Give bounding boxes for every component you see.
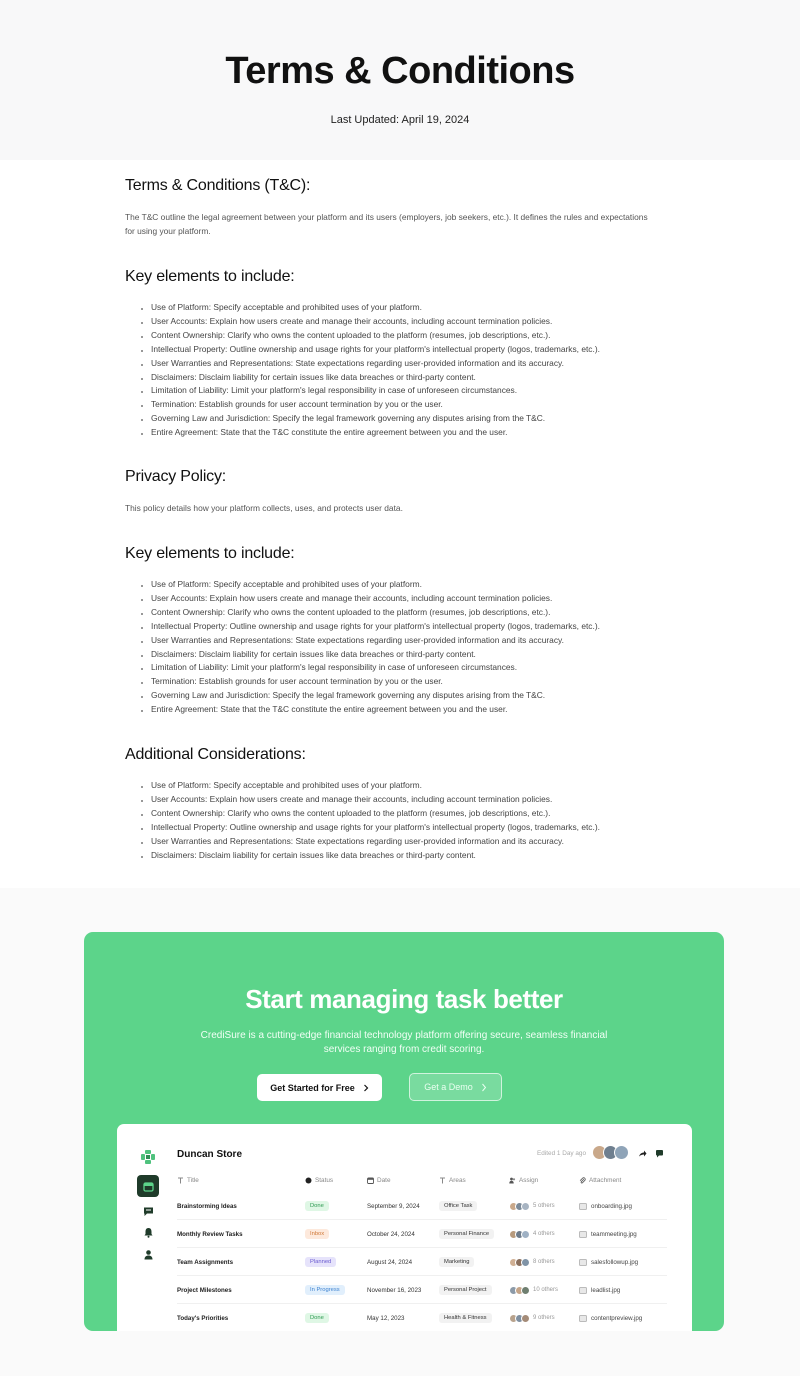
attachment-name: salesfollowup.jpg	[591, 1258, 639, 1266]
key-element-item: • Disclaimers: Disclaim liability for certain issues like data breaches or third-party content.	[151, 371, 600, 385]
image-file-icon	[579, 1259, 587, 1266]
cta-card	[84, 932, 724, 1331]
task-title: Today's Priorities	[177, 1314, 229, 1322]
area-tag[interactable]: Personal Finance	[439, 1229, 494, 1239]
store-name: Duncan Store	[177, 1149, 243, 1160]
task-title: Brainstorming Ideas	[177, 1202, 237, 1210]
key-element-item: • Intellectual Property: Outline ownership and usage rights for your platform's intellectual property (logos, trademarks, etc.).	[151, 620, 600, 634]
avatar	[521, 1258, 530, 1267]
column-title-label: Title	[187, 1177, 199, 1184]
attachment-name: leadlist.jpg	[591, 1286, 621, 1294]
avatar	[521, 1202, 530, 1211]
assign-others: 5 others	[533, 1203, 555, 1209]
attachment-cell[interactable]	[579, 1276, 620, 1304]
table-header	[177, 1177, 667, 1191]
calendar-icon	[367, 1177, 374, 1184]
consideration-item: • User Accounts: Explain how users create and manage their accounts, including account termination policies.	[151, 793, 600, 807]
key-element-item: • User Accounts: Explain how users create and manage their accounts, including account termination policies.	[151, 315, 600, 329]
page-title: Terms & Conditions	[225, 50, 575, 92]
task-title: Team Assignments	[177, 1258, 234, 1266]
user-icon[interactable]	[137, 1243, 159, 1265]
key-element-item: • Termination: Establish grounds for user account termination by you or the user.	[151, 675, 600, 689]
key-element-item: • User Accounts: Explain how users create and manage their accounts, including account termination policies.	[151, 592, 600, 606]
privacy-paragraph: This policy details how your platform collects, uses, and protects user data.	[125, 503, 403, 513]
assign-cell[interactable]	[509, 1192, 555, 1220]
status-icon	[305, 1177, 312, 1184]
area-tag[interactable]: Health & Fitness	[439, 1313, 492, 1323]
users-icon	[509, 1177, 516, 1184]
column-date[interactable]	[367, 1177, 391, 1184]
assign-cell[interactable]	[509, 1248, 555, 1276]
attachment-cell[interactable]	[579, 1248, 638, 1276]
image-file-icon	[579, 1203, 587, 1210]
assignee-avatars	[509, 1258, 530, 1267]
key-element-item: • Termination: Establish grounds for user account termination by you or the user.	[151, 398, 600, 412]
attachment-name: onboarding.jpg	[591, 1202, 632, 1210]
column-attachment-label: Attachment	[589, 1177, 622, 1184]
attachment-cell[interactable]	[579, 1304, 642, 1331]
key-elements-list-1	[151, 301, 600, 440]
column-areas[interactable]	[439, 1177, 466, 1184]
image-file-icon	[579, 1231, 587, 1238]
status-badge[interactable]: Done	[305, 1201, 329, 1211]
assignee-avatars	[509, 1230, 530, 1239]
status-badge[interactable]: In Progress	[305, 1285, 345, 1295]
assign-cell[interactable]	[509, 1304, 555, 1331]
task-date: October 24, 2024	[367, 1230, 415, 1238]
assignee-avatars	[509, 1202, 530, 1211]
avatar	[521, 1230, 530, 1239]
task-date: November 16, 2023	[367, 1286, 422, 1294]
key-elements-list-2	[151, 578, 600, 717]
chevron-right-icon	[363, 1084, 369, 1092]
key-element-item: • User Warranties and Representations: State expectations regarding user-provided information and its accuracy.	[151, 634, 600, 648]
area-tag[interactable]: Marketing	[439, 1257, 474, 1267]
attachment-name: contentpreview.jpg	[591, 1314, 643, 1322]
tc-paragraph: The T&C outline the legal agreement between your platform and its users (employers, job seekers, etc.). It defines the rules and expectations for using your platform.	[125, 212, 648, 236]
key-element-item: • Content Ownership: Clarify who owns the content uploaded to the platform (resumes, job descriptions, etc.).	[151, 329, 600, 343]
status-cell	[305, 1192, 329, 1220]
column-title[interactable]	[177, 1177, 199, 1184]
key-element-item: • Use of Platform: Specify acceptable and prohibited uses of your platform.	[151, 301, 600, 315]
avatar	[521, 1286, 530, 1295]
share-icon[interactable]	[637, 1148, 648, 1159]
privacy-heading: Privacy Policy:	[125, 468, 227, 485]
area-cell	[439, 1248, 474, 1276]
assign-others: 8 others	[533, 1259, 555, 1265]
comment-icon[interactable]	[654, 1148, 665, 1159]
assign-others: 4 others	[533, 1231, 555, 1237]
consideration-item: • Content Ownership: Clarify who owns the content uploaded to the platform (resumes, job descriptions, etc.).	[151, 807, 600, 821]
table-row[interactable]	[177, 1276, 667, 1304]
assignee-avatars	[509, 1286, 530, 1295]
status-badge[interactable]: Done	[305, 1313, 329, 1323]
last-updated: Last Updated: April 19, 2024	[330, 114, 470, 126]
additional-list	[151, 779, 600, 862]
attachment-cell[interactable]	[579, 1220, 637, 1248]
assign-cell[interactable]	[509, 1220, 555, 1248]
key-elements-heading-1: Key elements to include:	[125, 268, 295, 285]
status-cell	[305, 1276, 345, 1304]
task-date: September 9, 2024	[367, 1202, 420, 1210]
column-areas-label: Areas	[449, 1177, 466, 1184]
table-row[interactable]	[177, 1304, 667, 1331]
table-row[interactable]	[177, 1248, 667, 1276]
table-row[interactable]	[177, 1192, 667, 1220]
task-date: May 12, 2023	[367, 1314, 405, 1322]
app-preview	[117, 1124, 692, 1331]
key-element-item: • Limitation of Liability: Limit your platform's legal responsibility in case of unforeseen circumstances.	[151, 384, 600, 398]
key-element-item: • Governing Law and Jurisdiction: Specify the legal framework governing any disputes arising from the T&C.	[151, 689, 600, 703]
collaborator-avatars[interactable]	[592, 1145, 629, 1160]
chat-icon[interactable]	[137, 1200, 159, 1222]
page-header	[0, 0, 800, 160]
cta-title: Start managing task better	[245, 984, 563, 1014]
key-element-item: • Limitation of Liability: Limit your platform's legal responsibility in case of unforeseen circumstances.	[151, 661, 600, 675]
key-element-item: • Disclaimers: Disclaim liability for certain issues like data breaches or third-party content.	[151, 648, 600, 662]
consideration-item: • Use of Platform: Specify acceptable and prohibited uses of your platform.	[151, 779, 600, 793]
get-demo-label: Get a Demo	[424, 1082, 473, 1092]
status-cell	[305, 1220, 329, 1248]
bell-icon[interactable]	[137, 1221, 159, 1243]
table-row[interactable]	[177, 1220, 667, 1248]
image-file-icon	[579, 1287, 587, 1294]
column-attachment[interactable]	[579, 1177, 621, 1184]
column-status-label: Status	[315, 1177, 334, 1184]
task-title: Project Milestones	[177, 1286, 232, 1294]
calendar-icon[interactable]	[137, 1175, 159, 1197]
consideration-item: • Intellectual Property: Outline ownership and usage rights for your platform's intellectual property (logos, trademarks, etc.).	[151, 821, 600, 835]
column-status[interactable]	[305, 1177, 333, 1184]
key-element-item: • Content Ownership: Clarify who owns the content uploaded to the platform (resumes, job descriptions, etc.).	[151, 606, 600, 620]
status-badge[interactable]: Inbox	[305, 1229, 329, 1239]
key-element-item: • Use of Platform: Specify acceptable and prohibited uses of your platform.	[151, 578, 600, 592]
key-element-item: • Intellectual Property: Outline ownership and usage rights for your platform's intellectual property (logos, trademarks, etc.).	[151, 343, 600, 357]
avatar	[521, 1314, 530, 1323]
task-title: Monthly Review Tasks	[177, 1230, 243, 1238]
text-icon	[439, 1177, 446, 1184]
logo-icon	[137, 1146, 159, 1168]
edited-timestamp: Edited 1 Day ago	[537, 1150, 587, 1157]
attachment-name: teammeeting.jpg	[591, 1230, 637, 1238]
paperclip-icon	[579, 1177, 586, 1184]
column-date-label: Date	[377, 1177, 391, 1184]
get-demo-button[interactable]	[409, 1073, 502, 1101]
avatar	[614, 1145, 629, 1160]
area-cell	[439, 1304, 492, 1331]
key-element-item: • Entire Agreement: State that the T&C constitute the entire agreement between you and the user.	[151, 426, 600, 440]
attachment-cell[interactable]	[579, 1192, 632, 1220]
status-cell	[305, 1304, 329, 1331]
column-assign[interactable]	[509, 1177, 538, 1184]
assign-others: 9 others	[533, 1315, 555, 1321]
area-cell	[439, 1192, 477, 1220]
status-badge[interactable]: Planned	[305, 1257, 336, 1267]
area-tag[interactable]: Office Task	[439, 1201, 477, 1211]
get-started-label: Get Started for Free	[270, 1082, 355, 1093]
area-cell	[439, 1220, 494, 1248]
consideration-item: • User Warranties and Representations: State expectations regarding user-provided information and its accuracy.	[151, 835, 600, 849]
area-cell	[439, 1276, 492, 1304]
tc-heading: Terms & Conditions (T&C):	[125, 177, 311, 194]
key-elements-heading-2: Key elements to include:	[125, 545, 295, 562]
area-tag[interactable]: Personal Project	[439, 1285, 492, 1295]
consideration-item: • Disclaimers: Disclaim liability for certain issues like data breaches or third-party content.	[151, 849, 600, 863]
image-file-icon	[579, 1315, 587, 1322]
cta-subtitle: CrediSure is a cutting-edge financial technology platform offering secure, seamless financial services ranging from credit scoring.	[200, 1030, 608, 1055]
key-element-item: • User Warranties and Representations: State expectations regarding user-provided information and its accuracy.	[151, 357, 600, 371]
key-element-item: • Entire Agreement: State that the T&C constitute the entire agreement between you and the user.	[151, 703, 600, 717]
key-element-item: • Governing Law and Jurisdiction: Specify the legal framework governing any disputes arising from the T&C.	[151, 412, 600, 426]
text-icon	[177, 1177, 184, 1184]
task-date: August 24, 2024	[367, 1258, 413, 1266]
column-assign-label: Assign	[519, 1177, 539, 1184]
additional-heading: Additional Considerations:	[125, 746, 306, 763]
chevron-right-icon	[481, 1083, 487, 1092]
assign-cell[interactable]	[509, 1276, 558, 1304]
assignee-avatars	[509, 1314, 530, 1323]
get-started-button[interactable]	[257, 1074, 382, 1101]
assign-others: 10 others	[533, 1287, 559, 1293]
status-cell	[305, 1248, 336, 1276]
